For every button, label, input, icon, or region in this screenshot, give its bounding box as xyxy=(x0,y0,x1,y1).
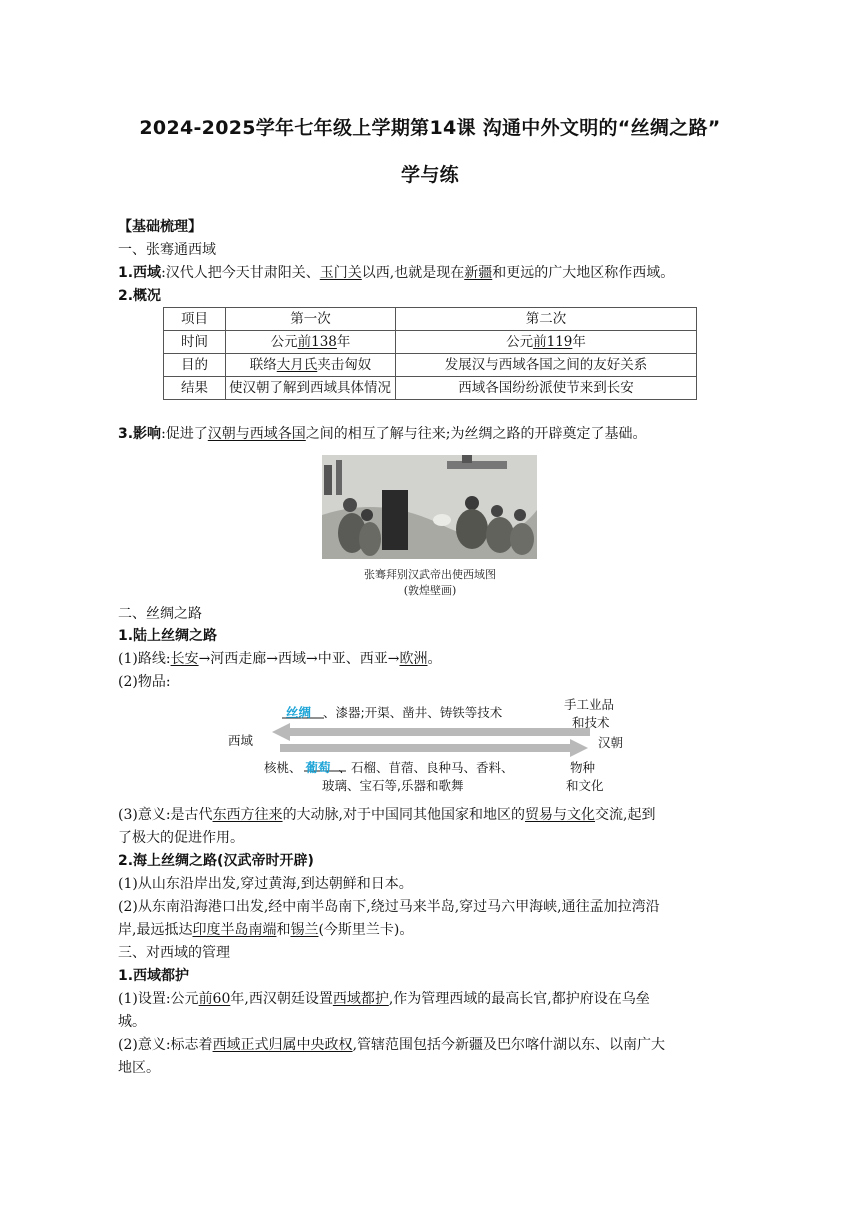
blank-answer: 新疆 xyxy=(464,265,493,281)
blank-answer: 长安 xyxy=(170,651,199,667)
blank-answer: 前60 xyxy=(198,991,231,1007)
heading-silk-road: 二、丝绸之路 xyxy=(118,606,202,622)
blank-answer: 锡兰 xyxy=(290,922,319,938)
exchange-diagram xyxy=(220,692,640,797)
text: 岸,最远抵达 xyxy=(118,922,193,938)
sea-route-2-cont xyxy=(118,920,738,941)
xiyu-definition xyxy=(118,263,738,284)
text: 、石榴、苜蓿、良种马、香料、 xyxy=(338,760,514,775)
text: :促进了 xyxy=(161,426,208,442)
text: 夹击匈奴 xyxy=(317,357,372,373)
table-row xyxy=(164,354,697,377)
table-cell: 结果 xyxy=(164,377,226,400)
table-cell: 时间 xyxy=(164,331,226,354)
blank-answer: 西域都护 xyxy=(332,991,389,1007)
text: 联络 xyxy=(249,357,277,373)
blank-answer: 欧洲 xyxy=(399,651,428,667)
text: (今斯里兰卡)。 xyxy=(318,922,414,938)
text: ,管辖范围包括今新疆及巴尔喀什湖以东、以南广大 xyxy=(352,1037,666,1053)
diagram-top-items xyxy=(286,703,502,721)
blank-answer: 前119 xyxy=(533,334,573,350)
blank-answer: 西域正式归属中央政权 xyxy=(212,1037,353,1053)
diagram-bottom-items2: 玻璃、宝石等,乐器和歌舞 xyxy=(322,778,464,793)
text: 之间的相互了解与往来;为丝绸之路的开辟奠定了基础。 xyxy=(305,426,647,442)
text: :汉代人把今天甘肃阳关、 xyxy=(161,265,320,281)
blank-answer: 大月氏 xyxy=(276,357,318,373)
blank-answer: 东西方往来 xyxy=(212,807,283,823)
meaning xyxy=(118,805,738,826)
doc-title: 2024-2025学年七年级上学期第14课 沟通中外文明的“丝绸之路” xyxy=(139,117,721,139)
diagram-bottom-category2: 和文化 xyxy=(566,778,604,793)
duhu-significance-cont: 地区。 xyxy=(118,1060,160,1076)
sea-route-label: 2.海上丝绸之路(汉武帝时开辟) xyxy=(118,853,314,869)
table-cell xyxy=(396,331,697,354)
text: 年,西汉朝廷设置 xyxy=(230,991,333,1007)
table-cell xyxy=(226,331,396,354)
mural-image xyxy=(322,455,537,559)
text: (3)意义:是古代 xyxy=(118,807,213,823)
doc-subtitle: 学与练 xyxy=(401,164,459,186)
table-header: 项目 xyxy=(164,308,226,331)
duhu-setup xyxy=(118,989,738,1010)
table-cell xyxy=(226,354,396,377)
text: 的大动脉,对于中国同其他国家和地区的 xyxy=(282,807,526,823)
table-header: 第一次 xyxy=(226,308,396,331)
text: 。 xyxy=(427,651,442,667)
text: 、漆器;开渠、凿井、铸铁等技术 xyxy=(323,705,503,720)
heading-management: 三、对西域的管理 xyxy=(118,945,230,961)
answer-silk: 丝绸 xyxy=(286,705,312,720)
table-cell: 使汉朝了解到西域具体情况 xyxy=(226,377,396,400)
goods-label: (2)物品: xyxy=(118,674,171,690)
sea-route-1: (1)从山东沿岸出发,穿过黄海,到达朝鲜和日本。 xyxy=(118,876,413,892)
table-cell: 西域各国纷纷派使节来到长安 xyxy=(396,377,697,400)
diagram-han-label: 汉朝 xyxy=(598,735,624,750)
answer-grape: 葡萄 xyxy=(305,760,331,775)
table-header: 第二次 xyxy=(396,308,697,331)
gaikuang-label: 2.概况 xyxy=(118,288,162,304)
text: 核桃、 xyxy=(264,760,302,775)
diagram-bottom-items xyxy=(264,758,514,776)
blank-answer: 印度半岛南端 xyxy=(192,922,277,938)
section-header: 【基础梳理】 xyxy=(118,219,202,235)
diagram-top-category1: 手工业品 xyxy=(564,697,615,712)
text: 年 xyxy=(572,334,586,350)
mission-table xyxy=(163,307,697,400)
route xyxy=(118,649,738,670)
text: 公元 xyxy=(270,334,298,350)
figure-caption-source: (敦煌壁画) xyxy=(403,584,457,597)
text: 以西,也就是现在 xyxy=(361,265,465,281)
text: (1)设置:公元 xyxy=(118,991,199,1007)
diagram-west-label: 西域 xyxy=(228,733,254,748)
duhu-significance xyxy=(118,1035,738,1056)
table-cell: 发展汉与西域各国之间的友好关系 xyxy=(396,354,697,377)
duhu-label: 1.西域都护 xyxy=(118,968,190,984)
diagram-top-category2: 和技术 xyxy=(572,715,610,730)
text: 和更远的广大地区称作西域。 xyxy=(492,265,675,281)
table-row xyxy=(164,308,697,331)
text: 公元 xyxy=(506,334,534,350)
blank-answer: 前138 xyxy=(297,334,337,350)
table-row xyxy=(164,331,697,354)
influence-label: 3.影响 xyxy=(118,426,162,442)
text: 交流,起到 xyxy=(595,807,656,823)
text: 年 xyxy=(336,334,351,350)
blank-answer: 玉门关 xyxy=(319,265,362,281)
meaning-cont: 了极大的促进作用。 xyxy=(118,830,244,846)
text: (2)意义:标志着 xyxy=(118,1037,213,1053)
land-route-label: 1.陆上丝绸之路 xyxy=(118,628,218,644)
mural-illustration xyxy=(322,455,537,559)
diagram-bottom-category1: 物种 xyxy=(570,760,596,775)
blank-answer: 贸易与文化 xyxy=(525,807,596,823)
table-row xyxy=(164,377,697,400)
heading-zhangqian: 一、张骞通西域 xyxy=(118,242,216,258)
text: (1)路线: xyxy=(118,651,171,667)
influence xyxy=(118,424,738,445)
figure-caption: 张骞拜别汉武帝出使西域图 xyxy=(364,568,496,581)
text: 和 xyxy=(276,922,291,938)
duhu-setup-cont: 城。 xyxy=(118,1014,146,1030)
table-cell: 目的 xyxy=(164,354,226,377)
text: →河西走廊→西域→中亚、西亚→ xyxy=(198,651,400,667)
text: ,作为管理西域的最高长官,都护府设在乌垒 xyxy=(388,991,650,1007)
sea-route-2: (2)从东南沿海港口出发,经中南半岛南下,绕过马来半岛,穿过马六甲海峡,通往孟加拉湾沿 xyxy=(118,899,660,915)
blank-answer: 汉朝与西域各国 xyxy=(207,426,306,442)
xiyu-label: 1.西域 xyxy=(118,265,162,281)
